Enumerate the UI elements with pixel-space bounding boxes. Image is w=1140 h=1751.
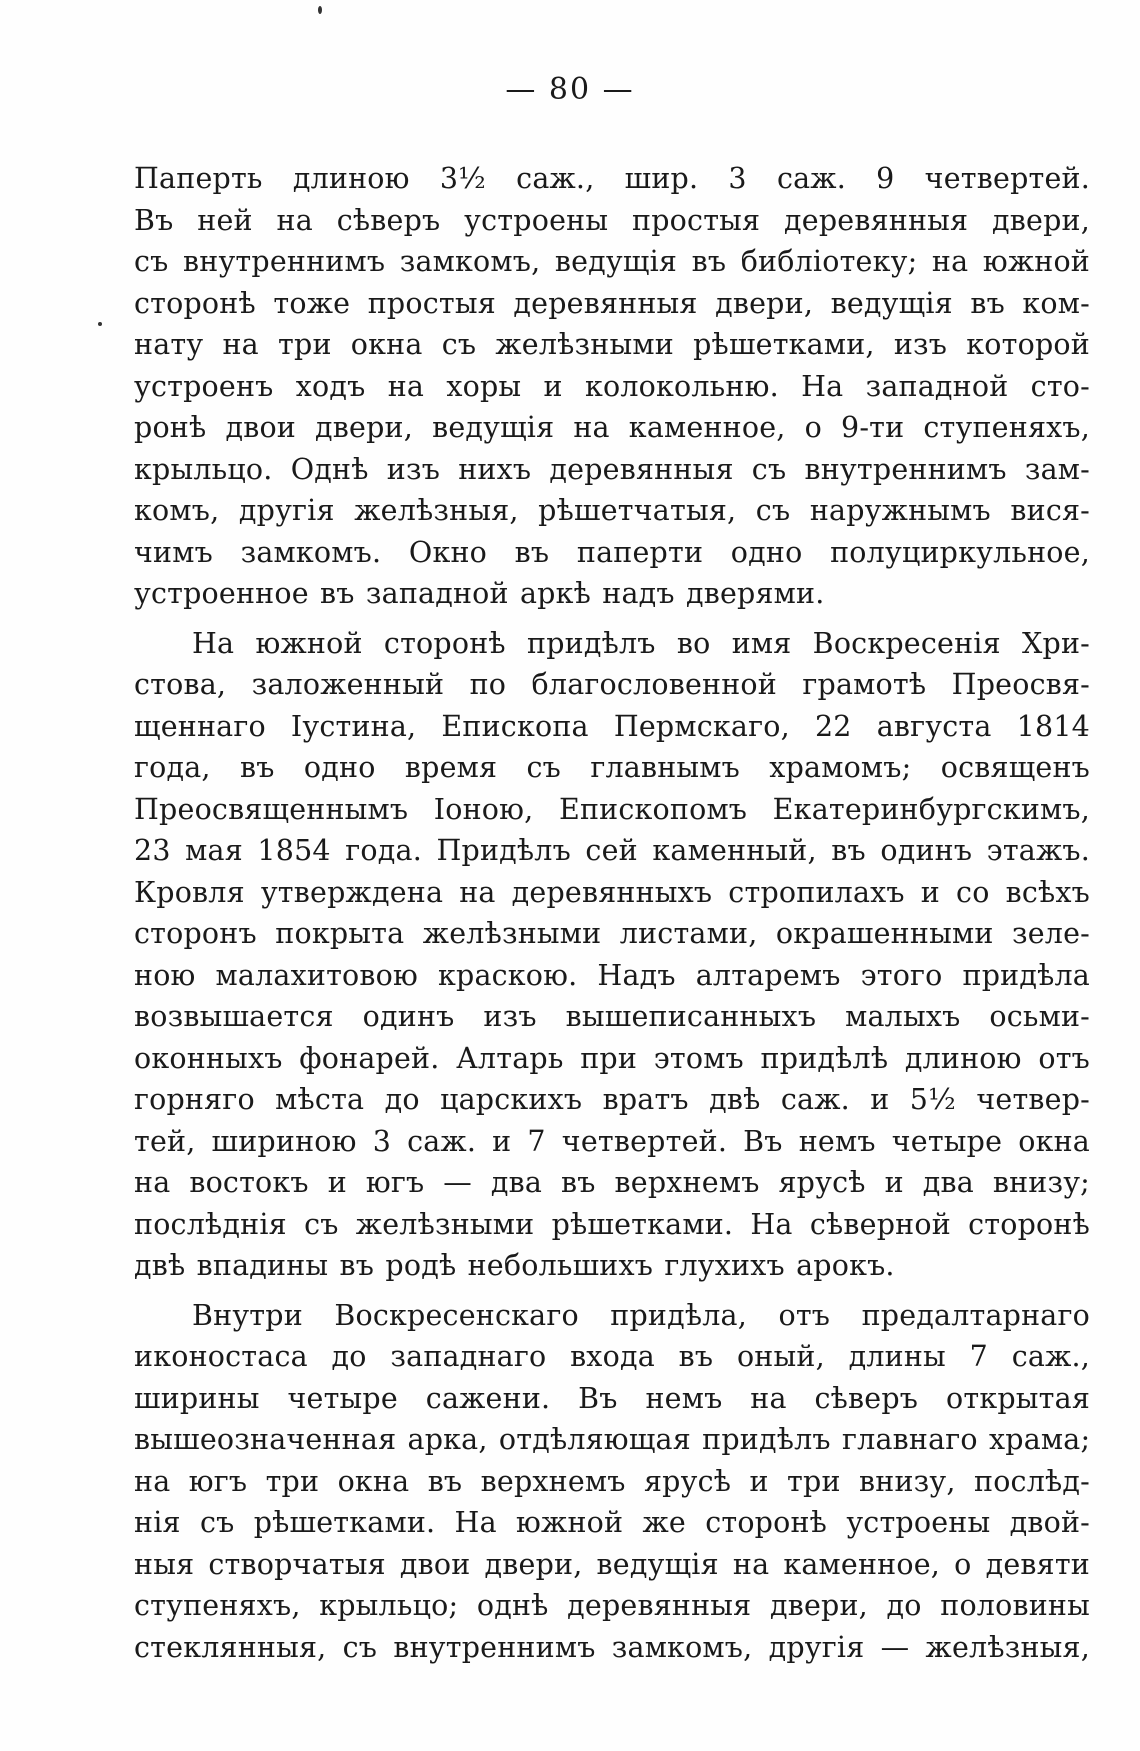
page-number: — 80 — bbox=[505, 72, 635, 107]
ink-speck bbox=[318, 6, 322, 14]
text-line: ныя створчатыя двои двери, ведущія на каменное, о девяти bbox=[134, 1547, 1090, 1581]
text-line: комъ, другія желѣзныя, рѣшетчатыя, съ наружнымъ вися- bbox=[134, 494, 1090, 527]
body-text bbox=[134, 158, 1090, 1668]
text-line: Внутри Воскресенскаго придѣла, отъ предалтарнаго bbox=[192, 1298, 1090, 1332]
text-line: вышеозначенная арка, отдѣляющая придѣлъ главнаго храма; bbox=[134, 1423, 1091, 1456]
text-line: на югъ три окна въ верхнемъ ярусѣ и три внизу, послѣд- bbox=[134, 1464, 1090, 1498]
text-line: нія съ рѣшетками. На южной же сторонѣ устроены двой- bbox=[134, 1506, 1090, 1539]
text-line: съ внутреннимъ замкомъ, ведущія въ библіотеку; на южной bbox=[134, 245, 1090, 278]
text-line: Преосвященнымъ Іоною, Епископомъ Екатеринбургскимъ, bbox=[134, 792, 1090, 826]
text-line: Паперть длиною 3½ саж., шир. 3 саж. 9 четвертей. bbox=[134, 162, 1090, 195]
text-line: стова, заложенный по благословенной грамотѣ Преосвя- bbox=[134, 668, 1090, 701]
text-line: сторонъ покрыта желѣзными листами, окрашенными зеле- bbox=[134, 917, 1090, 950]
text-line: Въ ней на сѣверъ устроены простыя деревянныя двери, bbox=[134, 203, 1090, 237]
text-line: щеннаго Іустина, Епископа Пермскаго, 22 августа 1814 bbox=[134, 709, 1090, 743]
text-line: иконостаса до западнаго входа въ оный, длины 7 саж., bbox=[134, 1340, 1090, 1373]
text-line: сторонѣ тоже простыя деревянныя двери, ведущія въ ком- bbox=[134, 286, 1090, 320]
text-line: ронѣ двои двери, ведущія на каменное, о 9-ти ступеняхъ, bbox=[134, 411, 1090, 444]
text-line: Кровля утверждена на деревянныхъ стропилахъ и со всѣхъ bbox=[134, 875, 1090, 909]
text-line: ступеняхъ, крыльцо; однѣ деревянныя двери, до половины bbox=[134, 1589, 1090, 1622]
paragraph-2 bbox=[134, 623, 1090, 1287]
paragraph-1 bbox=[134, 158, 1090, 615]
text-line: послѣднія съ желѣзными рѣшетками. На сѣверной сторонѣ bbox=[134, 1207, 1090, 1241]
text-line: чимъ замкомъ. Окно въ паперти одно полуциркульное, bbox=[134, 535, 1090, 569]
text-line: устроенъ ходъ на хоры и колокольню. На западной сто- bbox=[134, 369, 1090, 403]
text-line: крыльцо. Однѣ изъ нихъ деревянныя съ внутреннимъ зам- bbox=[134, 452, 1090, 486]
text-line: на востокъ и югъ — два въ верхнемъ ярусѣ и два внизу; bbox=[134, 1166, 1090, 1199]
text-line: устроенное въ западной аркѣ надъ дверями. bbox=[134, 577, 825, 610]
paragraph-3 bbox=[134, 1295, 1090, 1669]
paragraph-gap bbox=[134, 615, 1090, 623]
ink-speck bbox=[98, 322, 102, 326]
paragraph-gap bbox=[134, 1287, 1090, 1295]
text-line: тей, шириною 3 саж. и 7 четвертей. Въ немъ четыре окна bbox=[134, 1124, 1090, 1158]
text-line: оконныхъ фонарей. Алтарь при этомъ придѣлѣ длиною отъ bbox=[134, 1041, 1090, 1075]
text-line: 23 мая 1854 года. Придѣлъ сей каменный, въ одинъ этажъ. bbox=[134, 834, 1090, 867]
text-line: На южной сторонѣ придѣлъ во имя Воскресенія Хри- bbox=[192, 626, 1090, 660]
text-line: горняго мѣста до царскихъ вратъ двѣ саж. и 5½ четвер- bbox=[134, 1083, 1090, 1116]
text-line: двѣ впадины въ родѣ небольшихъ глухихъ арокъ. bbox=[134, 1249, 895, 1282]
text-line: года, въ одно время съ главнымъ храмомъ; освященъ bbox=[134, 751, 1090, 784]
text-line: стеклянныя, съ внутреннимъ замкомъ, другія — желѣзныя, bbox=[134, 1630, 1090, 1664]
text-line: возвышается одинъ изъ вышеписанныхъ малыхъ осьми- bbox=[134, 1000, 1090, 1033]
text-line: нату на три окна съ желѣзными рѣшетками, изъ которой bbox=[134, 328, 1090, 361]
text-line: ширины четыре сажени. Въ немъ на сѣверъ открытая bbox=[134, 1381, 1090, 1415]
text-line: ною малахитовою краскою. Надъ алтаремъ этого придѣла bbox=[134, 958, 1090, 992]
